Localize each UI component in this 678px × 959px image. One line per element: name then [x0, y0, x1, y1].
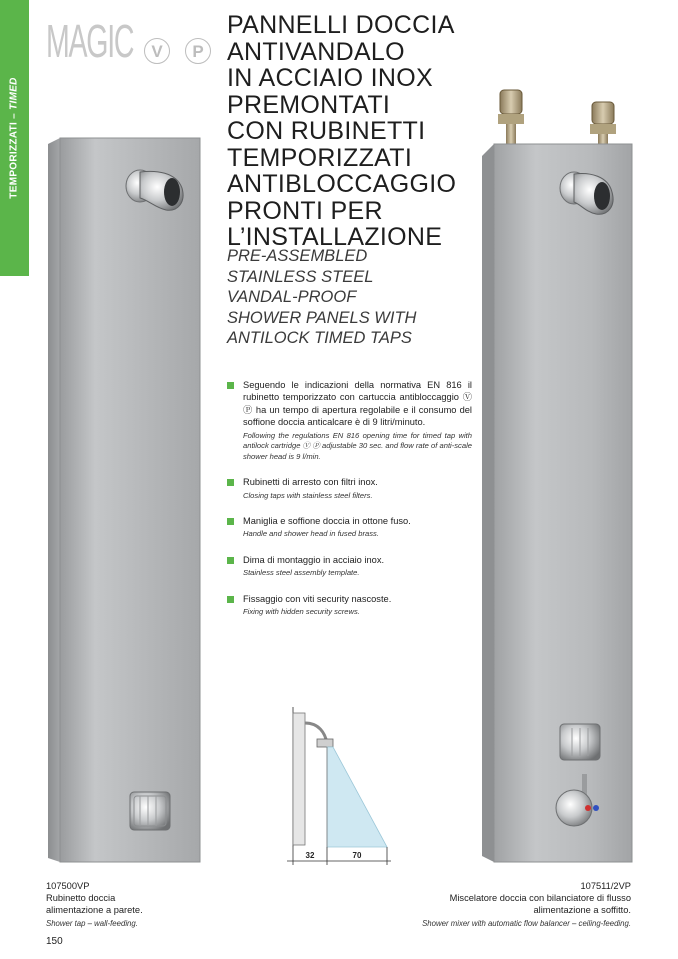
- green-square-icon: [227, 382, 234, 389]
- subtitle-line: STAINLESS STEEL: [227, 267, 374, 286]
- page-subtitle: [227, 246, 467, 349]
- feature-text-it: Fissaggio con viti security nascoste.: [243, 593, 392, 604]
- product-description: alimentazione a parete.: [46, 905, 143, 915]
- subtitle-line: PRE-ASSEMBLED: [227, 247, 368, 265]
- section-label-it: TEMPORIZZATI –: [8, 109, 20, 199]
- feature-item: [227, 593, 472, 618]
- green-square-icon: [227, 557, 234, 564]
- feature-text-en: Closing taps with stainless steel filters.: [243, 490, 373, 500]
- installation-dimension-diagram: [283, 703, 393, 868]
- feature-item: [227, 379, 472, 462]
- product-description: Miscelatore doccia con bilanciatore di flusso: [449, 893, 631, 903]
- subtitle-line: SHOWER PANELS WITH: [227, 308, 417, 327]
- feature-text-it: Rubinetti di arresto con filtri inox.: [243, 477, 378, 488]
- section-tab: [0, 0, 29, 276]
- p-badge: P: [185, 38, 211, 64]
- section-tab-label: [9, 77, 20, 198]
- title-line: CON RUBINETTI: [227, 117, 426, 145]
- title-line: TEMPORIZZATI: [227, 143, 413, 172]
- feature-list: [227, 379, 472, 628]
- subtitle-line: ANTILOCK TIMED TAPS: [227, 329, 412, 347]
- feature-item: [227, 515, 472, 540]
- feature-text-it: Seguendo le indicazioni della normativa EN 816 il rubinetto temporizzato con cartuccia antibloccaggio Ⓥ Ⓟ ha un tempo di apertura regolabile e il consumo del soffione doccia anticalcare è di 9 litri/minuto.: [243, 380, 472, 428]
- title-line: PANNELLI DOCCIA: [227, 11, 455, 39]
- v-badge: V: [144, 38, 170, 64]
- feature-item: [227, 476, 472, 501]
- green-square-icon: [227, 518, 234, 525]
- title-line: L’INSTALLAZIONE: [227, 223, 443, 251]
- product-caption-left: [46, 880, 143, 930]
- green-square-icon: [227, 479, 234, 486]
- page-title: [227, 12, 487, 251]
- shower-panel-ceiling-feeding-image: [478, 84, 638, 868]
- section-label-en: TIMED: [8, 77, 20, 110]
- subtitle-line: VANDAL-PROOF: [227, 288, 357, 306]
- dimension-left-label: 32: [305, 851, 315, 860]
- title-line: PRONTI PER: [227, 196, 383, 225]
- title-line: ANTIVANDALO: [227, 37, 405, 66]
- feature-item: [227, 554, 472, 579]
- page-number: 150: [46, 936, 63, 947]
- feature-text-it: Dima di montaggio in acciaio inox.: [243, 554, 385, 565]
- product-caption-right: [422, 880, 631, 930]
- title-line: IN ACCIAIO INOX: [227, 64, 433, 92]
- feature-text-it: Maniglia e soffione doccia in ottone fuso.: [243, 516, 411, 527]
- title-line: ANTIBLOCCAGGIO: [227, 170, 457, 198]
- product-code: 107500VP: [46, 881, 90, 891]
- feature-text-en: Fixing with hidden security screws.: [243, 607, 360, 617]
- feature-text-en: Handle and shower head in fused brass.: [243, 529, 379, 539]
- product-description: Rubinetto doccia: [46, 893, 116, 903]
- green-square-icon: [227, 596, 234, 603]
- brand-name: MAGIC: [46, 15, 134, 67]
- dimension-right-label: 70: [352, 851, 362, 860]
- product-description-en: Shower tap – wall-feeding.: [46, 919, 138, 928]
- product-description-en: Shower mixer with automatic flow balancer – ceiling-feeding.: [422, 919, 631, 928]
- product-description: alimentazione a soffitto.: [533, 905, 631, 915]
- feature-text-en: Following the regulations EN 816 opening time for timed tap with antilock cartridge Ⓥ Ⓟ adjustable 30 sec. and flow rate of anti-scale shower head is 9 l/min.: [243, 430, 472, 461]
- feature-text-en: Stainless steel assembly template.: [243, 568, 360, 578]
- product-code: 107511/2VP: [580, 881, 631, 891]
- title-line: PREMONTATI: [227, 90, 391, 119]
- shower-panel-wall-feeding-image: [44, 136, 204, 868]
